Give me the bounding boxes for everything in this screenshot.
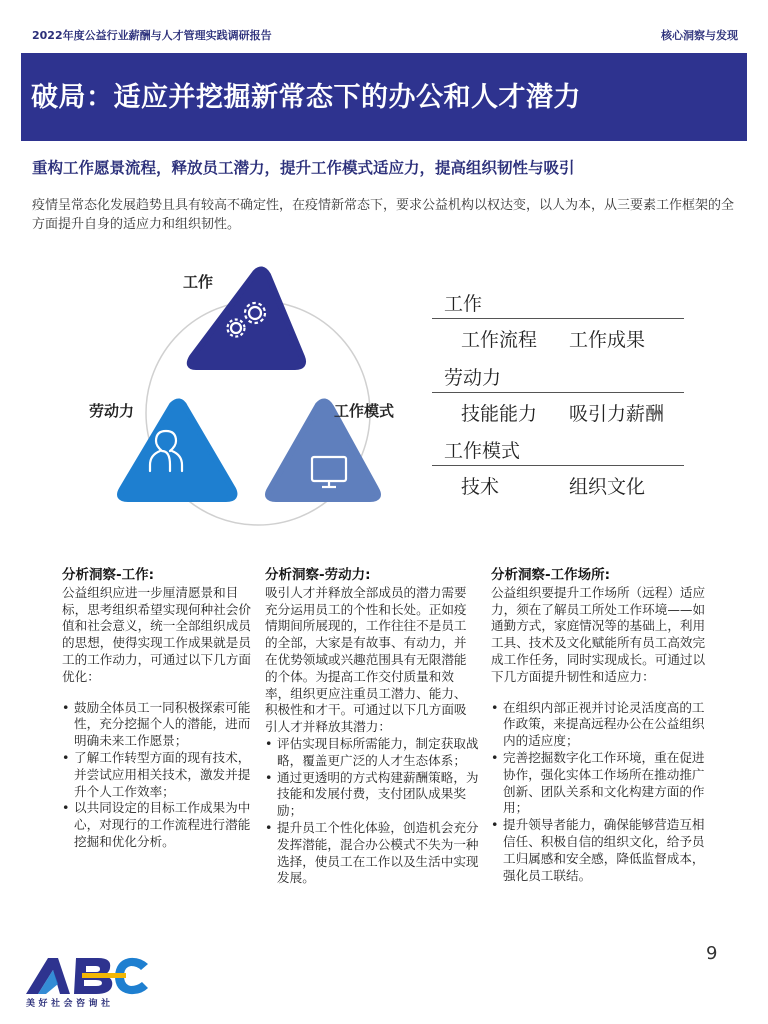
framework-work-heading: 工作 [444, 293, 483, 315]
column-bullets [62, 700, 258, 851]
title-banner [21, 53, 747, 141]
framework-labor-heading: 劳动力 [444, 367, 502, 389]
list-item: • 通过更透明的方式构建薪酬策略，为技能和发展付费，支付团队成果奖励； [265, 770, 479, 820]
kv-divider [432, 318, 684, 319]
intro-paragraph: 疫情呈常态化发展趋势且具有较高不确定性，在疫情新常态下，要求公益机构以权达变，以人为本，从三要素工作框架的全方面提升自身的适应力和组织韧性。 [32, 198, 735, 232]
column-title: 分析洞察-工作: [62, 567, 155, 583]
column-body: 吸引人才并释放全部成员的潜力需要充分运用员工的个性和长处。正如疫情期间所展现的，工作往往不是员工的全部，大家是有故事、有动力，并在优势领域或兴趣范围具有无限潜能的个体。为提高工作交付质量和效率，组织更应注重员工潜力、能力、积极性和才干。可通过以下几方面吸引人才并释放其潜力： [265, 584, 467, 735]
framework-labor-item: 吸引力薪酬 [569, 403, 665, 425]
analysis-column-workplace [491, 567, 709, 884]
column-title: 分析洞察-工作场所: [491, 567, 611, 583]
analysis-column-labor [265, 567, 479, 887]
column-body: 公益组织应进一步厘清愿景和目标，思考组织希望实现何种社会价值和社会意义，统一全部组织成员的思想，使得实现工作成果就是员工的工作动力，可通过以下几方面优化： [62, 584, 251, 684]
diagram-label-mode: 工作模式 [334, 402, 395, 420]
list-item: • 评估实现目标所需能力，制定获取战略，覆盖更广泛的人才生态体系； [265, 736, 479, 770]
list-item: • 提升员工个性化体验，创造机会充分发挥潜能，混合办公模式不失为一种选择，使员工在工作以及生活中实现发展。 [265, 820, 479, 887]
list-item: • 在组织内部正视并讨论灵活度高的工作政策，来提高远程办公在公益组织内的适应度； [491, 700, 709, 750]
column-title: 分析洞察-劳动力: [265, 567, 371, 583]
subtitle: 重构工作愿景流程，释放员工潜力，提升工作模式适应力，提高组织韧性与吸引 [32, 159, 575, 177]
header-report-title: 2022年度公益行业薪酬与人才管理实践调研报告 [32, 29, 272, 42]
framework-labor-item: 技能能力 [461, 403, 538, 425]
header-section: 核心洞察与发现 [661, 29, 738, 42]
framework-work-item: 工作成果 [569, 329, 646, 351]
list-item: • 鼓励全体员工一同积极探索可能性，充分挖掘个人的潜能，进而明确未来工作愿景； [62, 700, 258, 750]
page-title: 破局：适应并挖掘新常态下的办公和人才潜力 [31, 82, 581, 113]
analysis-column-work [62, 567, 258, 851]
framework-mode-item: 技术 [461, 476, 500, 498]
labor-triangle [120, 401, 234, 499]
page-number: 9 [706, 943, 718, 964]
kv-divider [432, 392, 684, 393]
column-bullets [265, 736, 479, 887]
list-item: • 完善挖掘数字化工作环境，重在促进协作，强化实体工作场所在推动推广创新、团队关系和文化构建方面的作用； [491, 750, 709, 817]
diagram-label-labor: 劳动力 [89, 402, 135, 420]
column-body: 公益组织要提升工作场所（远程）适应力，须在了解员工所处工作环境——如通勤方式，家庭情况等的基础上，利用工具、技术及文化赋能所有员工高效完成工作任务，同时实现成长。可通过以下几方面提升韧性和适应力： [491, 584, 706, 684]
framework-work-item: 工作流程 [461, 329, 538, 351]
logo-subtitle: 美好社会咨询社 [26, 999, 114, 1009]
list-item: • 提升领导者能力，确保能够营造互相信任、积极自信的组织文化，给予员工归属感和安全感，降低监督成本，强化员工联结。 [491, 817, 709, 884]
framework-diagram [0, 255, 430, 545]
kv-divider [432, 465, 684, 466]
list-item: • 了解工作转型方面的现有技术，并尝试应用相关技术，激发并提升个人工作效率； [62, 750, 258, 800]
framework-mode-heading: 工作模式 [444, 440, 521, 462]
diagram-label-work: 工作 [183, 273, 214, 291]
list-item: • 以共同设定的目标工作成果为中心，对现行的工作流程进行潜能挖掘和优化分析。 [62, 800, 258, 850]
column-bullets [491, 700, 709, 885]
framework-mode-item: 组织文化 [569, 476, 646, 498]
